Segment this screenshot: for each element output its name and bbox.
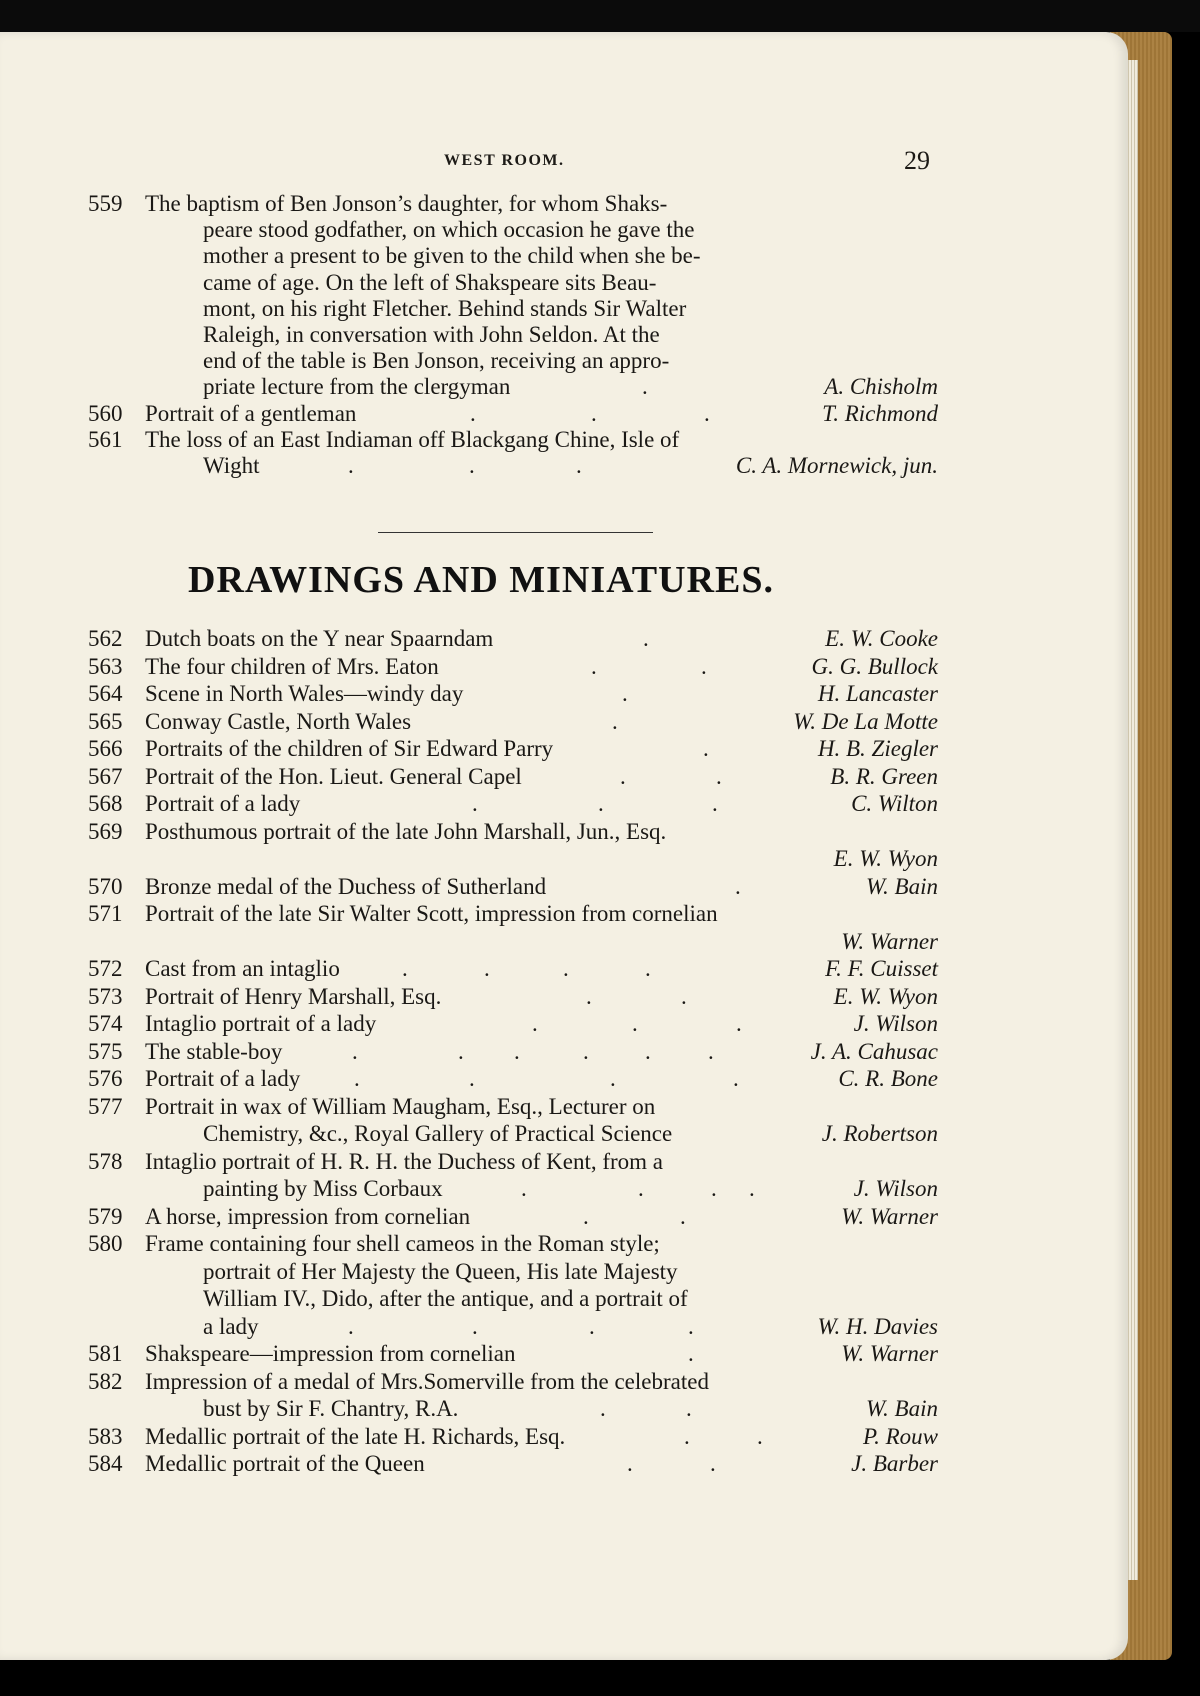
leader-dot: . [710,1451,716,1476]
entry-number: 572 [88,956,123,981]
entry-number: 581 [88,1341,123,1366]
entry-description: Portrait of a gentleman [145,400,357,426]
entry-description: priate lecture from the clergyman [203,374,511,400]
entry-description: Bronze medal of the Duchess of Sutherland [145,873,547,899]
entry-number: 582 [88,1368,123,1394]
leader-dot: . [521,1176,527,1201]
entry-description: Portraits of the children of Sir Edward Parry [145,736,554,761]
catalogue-line [0,735,1200,762]
catalogue-line [0,873,1200,900]
entry-description: bust by Sir F. Chantry, R.A. [203,1396,459,1421]
entry-description: Frame containing four shell cameos in the Roman style; [145,1231,660,1256]
entry-number: 569 [88,818,123,844]
leader-dot: . [583,1038,589,1064]
leader-dot: . [684,1423,690,1449]
catalogue-line [0,1010,1200,1037]
artist-name: C. A. Mornewick, jun. [735,453,938,478]
catalogue-line [0,452,1200,479]
entry-description: Intaglio portrait of H. R. H. the Duchess of Kent, from a [145,1148,664,1174]
catalogue-line [0,1313,1200,1340]
catalogue-line [0,400,1200,427]
entry-description: Shakspeare—impression from cornelian [145,1341,516,1366]
entry-description: peare stood godfather, on which occasion he gave the [203,217,695,243]
entry-number: 584 [88,1451,123,1476]
entry-number: 559 [88,191,123,216]
catalogue-line [0,625,1200,652]
entry-number: 583 [88,1423,123,1449]
entry-number: 560 [88,400,123,426]
catalogue-line [0,1340,1200,1367]
leader-dot: . [402,956,408,981]
leader-dot: . [591,400,597,426]
artist-name: W. Bain [866,1396,938,1421]
entry-description: Cast from an intaglio [145,956,340,981]
leader-dot: . [583,1203,589,1229]
artist-name: J. Wilson [853,1176,938,1201]
entry-description: Wight [203,453,260,478]
leader-dot: . [643,626,649,651]
entry-description: Raleigh, in conversation with John Seldon. At the [203,322,660,347]
catalogue-line [0,1285,1200,1312]
leader-dot: . [645,956,651,981]
catalogue-line [0,763,1200,790]
top-border [0,0,1200,32]
entry-description: mont, on his right Fletcher. Behind stands Sir Walter [203,295,687,321]
artist-name: C. R. Bone [838,1066,938,1091]
leader-dot: . [757,1423,763,1449]
catalogue-line [0,242,1200,269]
artist-name: H. B. Ziegler [817,736,938,761]
leader-dot: . [688,1313,694,1339]
catalogue-line [0,426,1200,453]
entry-description: a lady [203,1313,259,1339]
artist-name: B. R. Green [830,763,938,789]
leader-dot: . [591,653,597,679]
entry-number: 562 [88,626,123,651]
catalogue-line [0,1230,1200,1257]
entry-description: The loss of an East Indiaman off Blackgang Chine, Isle of [145,426,680,452]
leader-dot: . [632,1011,638,1036]
catalogue-line [0,1203,1200,1230]
leader-dot: . [458,1038,464,1064]
leader-dot: . [680,1203,686,1229]
leader-dot: . [708,1038,714,1064]
running-head: WEST ROOM. [444,152,565,169]
entry-number: 563 [88,653,123,679]
leader-dot: . [736,1011,742,1036]
catalogue-line [0,790,1200,817]
entry-number: 565 [88,708,123,734]
entry-number: 580 [88,1231,123,1256]
leader-dot: . [620,763,626,789]
leader-dot: . [749,1176,755,1201]
artist-name: W. Warner [841,1341,938,1366]
page-header [0,146,1200,182]
entry-description: Medallic portrait of the late H. Richards, Esq. [145,1423,566,1449]
artist-name: J. Robertson [821,1121,938,1146]
artist-name: J. Barber [851,1451,938,1476]
catalogue-line [0,1423,1200,1450]
entry-description: portrait of Her Majesty the Queen, His late Majesty [203,1258,678,1284]
catalogue-line [0,295,1200,322]
artist-name: E. W. Wyon [833,846,938,871]
entry-description: came of age. On the left of Shakspeare sits Beau- [203,269,657,295]
leader-dot: . [348,453,354,478]
entry-description: Portrait of a lady [145,1066,301,1091]
entry-number: 576 [88,1066,123,1091]
leader-dot: . [686,1396,692,1421]
catalogue-line [0,928,1200,955]
artist-name: A. Chisholm [824,374,938,400]
entry-number: 571 [88,901,123,926]
leader-dot: . [532,1011,538,1036]
leader-dot: . [688,1341,694,1366]
leader-dot: . [638,1176,644,1201]
artist-name: G. G. Bullock [811,653,938,679]
entry-description: The four children of Mrs. Eaton [145,653,439,679]
leader-dot: . [704,400,710,426]
leader-dot: . [681,983,687,1009]
leader-dot: . [563,956,569,981]
catalogue-line [0,347,1200,374]
leader-dot: . [627,1451,633,1476]
entry-number: 564 [88,681,123,706]
leader-dot: . [470,400,476,426]
catalogue-line [0,983,1200,1010]
entry-description: Scene in North Wales—windy day [145,681,464,706]
entry-description: Portrait of the late Sir Walter Scott, impression from cornelian [145,901,718,926]
catalogue-line [0,269,1200,296]
entry-number: 567 [88,763,123,789]
leader-dot: . [576,453,582,478]
leader-dot: . [354,1066,360,1091]
catalogue-line [0,1175,1200,1202]
leader-dot: . [716,763,722,789]
leader-dot: . [472,791,478,816]
artist-name: W. Warner [841,1203,938,1229]
section-divider [378,532,653,533]
catalogue-line [0,1450,1200,1477]
entry-description: William IV., Dido, after the antique, and a portrait of [203,1286,688,1311]
leader-dot: . [352,1038,358,1064]
leader-dot: . [735,873,741,899]
catalogue-line [0,321,1200,348]
leader-dot: . [733,1066,739,1091]
entry-description: end of the table is Ben Jonson, receiving an appro- [203,348,670,374]
entry-number: 574 [88,1011,123,1036]
leader-dot: . [469,1066,475,1091]
leader-dot: . [622,681,628,706]
entry-number: 570 [88,873,123,899]
artist-name: P. Rouw [863,1423,938,1449]
entry-description: Portrait in wax of William Maugham, Esq., Lecturer on [145,1093,656,1119]
entry-description: Chemistry, &c., Royal Gallery of Practical Science [203,1121,673,1146]
entry-number: 566 [88,736,123,761]
leader-dot: . [642,374,648,400]
leader-dot: . [712,791,718,816]
catalogue-line [0,190,1200,217]
entry-description: Intaglio portrait of a lady [145,1011,377,1036]
leader-dot: . [598,791,604,816]
artist-name: W. Bain [866,873,938,899]
entry-description: Portrait of the Hon. Lieut. General Capel [145,763,522,789]
entry-description: The stable-boy [145,1038,283,1064]
entry-description: A horse, impression from cornelian [145,1203,471,1229]
artist-name: T. Richmond [822,400,938,426]
catalogue-line [0,845,1200,872]
catalogue-line [0,1065,1200,1092]
catalogue-line [0,216,1200,243]
entry-description: Conway Castle, North Wales [145,708,412,734]
artist-name: J. Wilson [853,1011,938,1036]
leader-dot: . [514,1038,520,1064]
artist-name: W. De La Motte [793,708,938,734]
entry-number: 561 [88,426,123,452]
entry-description: Portrait of a lady [145,791,301,816]
artist-name: F. F. Cuisset [825,956,938,981]
leader-dot: . [589,1313,595,1339]
artist-name: C. Wilton [851,791,938,816]
leader-dot: . [711,1176,717,1201]
entry-number: 575 [88,1038,123,1064]
artist-name: E. W. Wyon [833,983,938,1009]
catalogue-line [0,373,1200,400]
catalogue-line [0,708,1200,735]
leader-dot: . [600,1396,606,1421]
catalogue-line [0,1148,1200,1175]
catalogue-line [0,900,1200,927]
entry-number: 578 [88,1148,123,1174]
entry-number: 577 [88,1093,123,1119]
entry-number: 568 [88,791,123,816]
catalogue-line [0,653,1200,680]
leader-dot: . [612,708,618,734]
entry-number: 579 [88,1203,123,1229]
artist-name: E. W. Cooke [825,626,938,651]
leader-dot: . [472,1313,478,1339]
catalogue-line [0,1368,1200,1395]
section-title: DRAWINGS AND MINIATURES. [188,559,774,601]
entry-description: Portrait of Henry Marshall, Esq. [145,983,442,1009]
catalogue-line [0,955,1200,982]
artist-name: W. H. Davies [817,1313,938,1339]
leader-dot: . [586,983,592,1009]
entry-description: Medallic portrait of the Queen [145,1451,425,1476]
leader-dot: . [645,1038,651,1064]
entry-description: painting by Miss Corbaux [203,1176,443,1201]
leader-dot: . [610,1066,616,1091]
entry-description: Dutch boats on the Y near Spaarndam [145,626,494,651]
leader-dot: . [348,1313,354,1339]
leader-dot: . [484,956,490,981]
leader-dot: . [701,653,707,679]
catalogue-line [0,818,1200,845]
catalogue-line [0,1258,1200,1285]
page-number: 29 [904,146,930,175]
catalogue-line [0,1038,1200,1065]
catalogue-line [0,680,1200,707]
catalogue-line [0,1093,1200,1120]
catalogue-line [0,1120,1200,1147]
entry-description: Posthumous portrait of the late John Marshall, Jun., Esq. [145,818,667,844]
catalogue-line [0,1395,1200,1422]
leader-dot: . [469,453,475,478]
entry-description: mother a present to be given to the child when she be- [203,243,701,269]
entry-description: The baptism of Ben Jonson’s daughter, for whom Shaks- [145,191,668,216]
artist-name: W. Warner [841,928,938,954]
artist-name: H. Lancaster [817,681,938,706]
artist-name: J. A. Cahusac [810,1038,938,1064]
entry-number: 573 [88,983,123,1009]
leader-dot: . [703,736,709,761]
entry-description: Impression of a medal of Mrs.Somerville from the celebrated [145,1368,709,1394]
